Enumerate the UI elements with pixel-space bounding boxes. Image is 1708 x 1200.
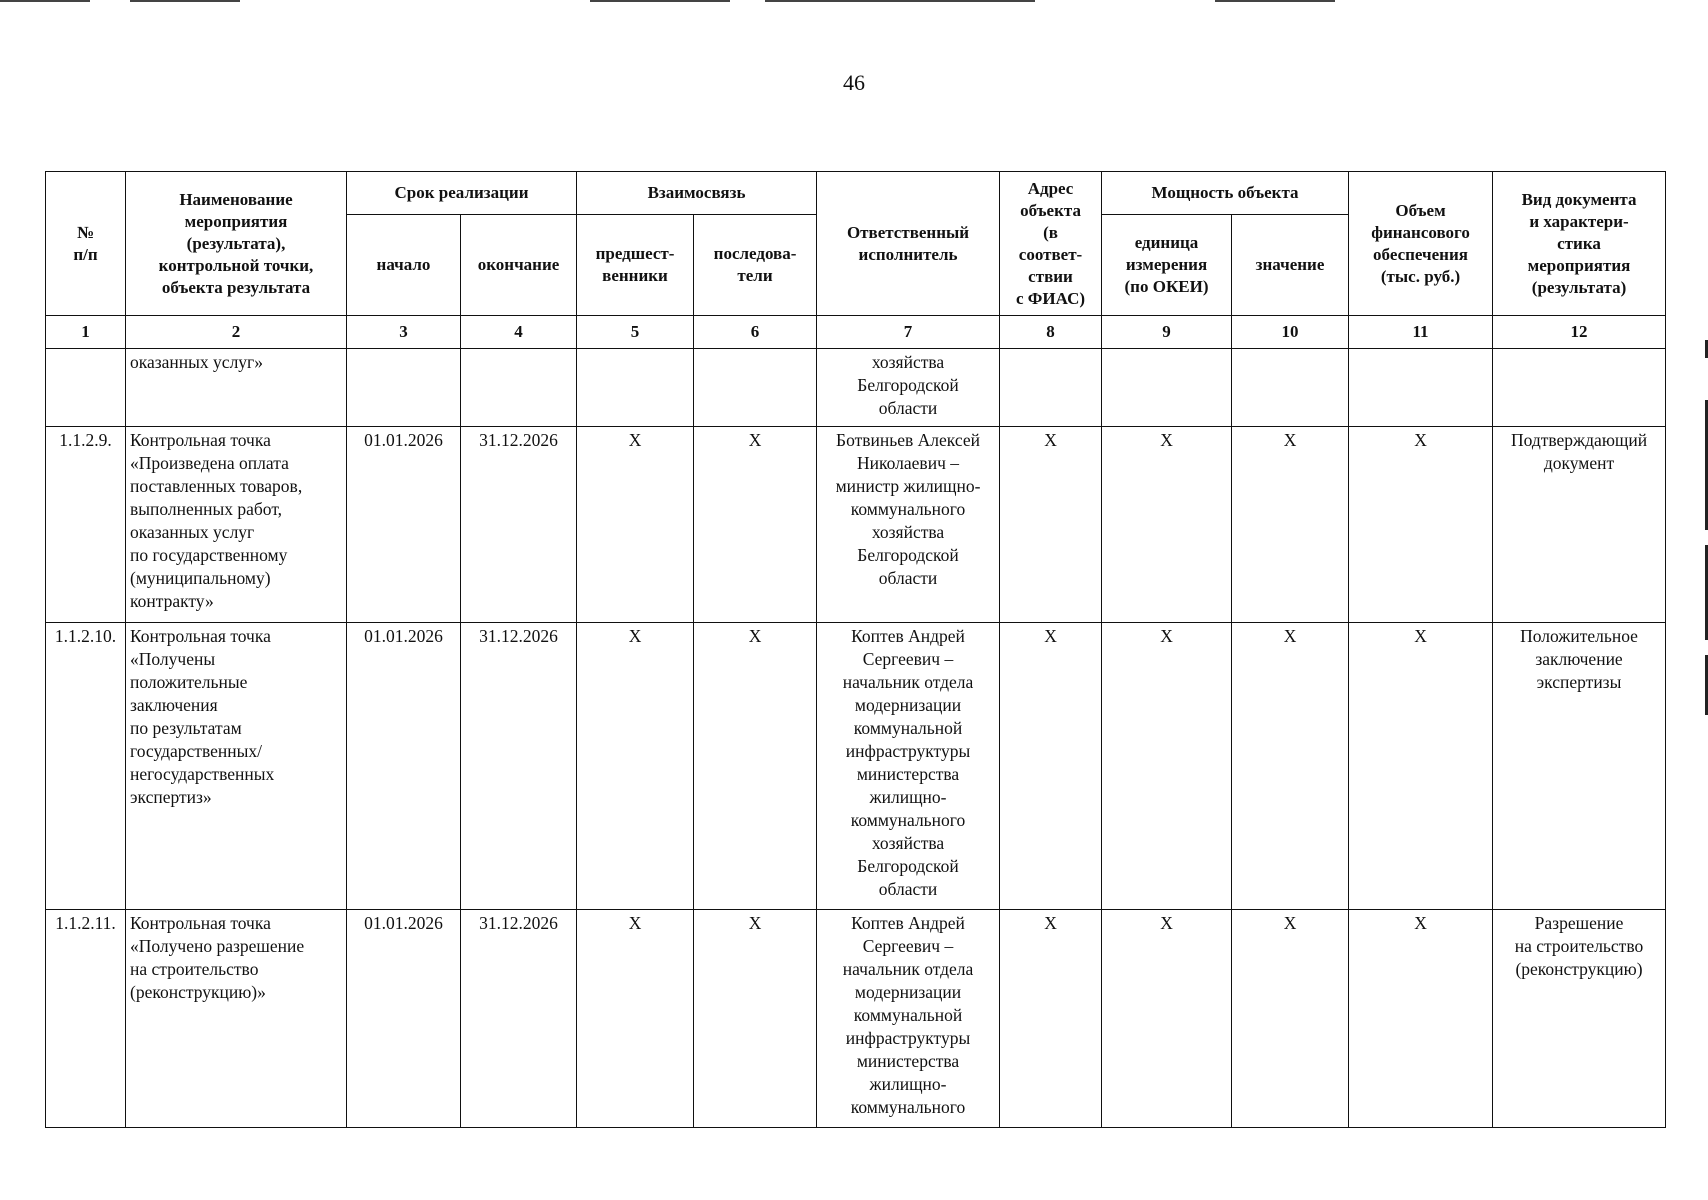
cell-successors: X <box>694 623 817 910</box>
cell-unit <box>1102 349 1232 427</box>
cell-predecessors <box>577 349 694 427</box>
cell-funding <box>1349 349 1493 427</box>
page-number: 46 <box>843 70 865 95</box>
header-document-type: Вид документа и характери- стика мероприятия (результата) <box>1493 172 1666 316</box>
cell-number: 1.1.2.9. <box>46 427 126 623</box>
scan-edge-line <box>590 0 730 2</box>
cell-value <box>1232 349 1349 427</box>
cell-responsible: Коптев Андрей Сергеевич – начальник отдела модернизации коммунальной инфраструктуры министерства жилищно- коммунального <box>817 910 1000 1128</box>
cell-responsible: хозяйства Белгородской области <box>817 349 1000 427</box>
cell-start <box>347 349 461 427</box>
cell-value: X <box>1232 623 1349 910</box>
header-start: начало <box>347 215 461 316</box>
cell-name: Контрольная точка «Получено разрешение на строительство (реконструкцию)» <box>126 910 347 1128</box>
cell-end: 31.12.2026 <box>461 910 577 1128</box>
cell-document: Разрешение на строительство (реконструкцию) <box>1493 910 1666 1128</box>
scan-edge-line <box>0 0 90 2</box>
cell-value: X <box>1232 910 1349 1128</box>
cell-unit: X <box>1102 910 1232 1128</box>
table-row <box>46 910 1666 1128</box>
cell-name: Контрольная точка «Произведена оплата поставленных товаров, выполненных работ, оказанных услуг по государственному (муниципальному) контракту» <box>126 427 347 623</box>
column-number: 1 <box>46 316 126 349</box>
header-link-group: Взаимосвязь <box>577 172 817 215</box>
cell-number: 1.1.2.10. <box>46 623 126 910</box>
scan-edge-line <box>1215 0 1335 2</box>
cell-successors: X <box>694 427 817 623</box>
header-successors: последова- тели <box>694 215 817 316</box>
table-row <box>46 623 1666 910</box>
cell-start: 01.01.2026 <box>347 427 461 623</box>
header-end: окончание <box>461 215 577 316</box>
cell-document: Подтверждающий документ <box>1493 427 1666 623</box>
cell-predecessors: X <box>577 427 694 623</box>
cell-document <box>1493 349 1666 427</box>
header-responsible: Ответственный исполнитель <box>817 172 1000 316</box>
scan-edge-line <box>765 0 1035 2</box>
header-row-number: № п/п <box>46 172 126 316</box>
column-number: 10 <box>1232 316 1349 349</box>
cell-successors: X <box>694 910 817 1128</box>
cell-responsible: Коптев Андрей Сергеевич – начальник отдела модернизации коммунальной инфраструктуры министерства жилищно- коммунального хозяйства Белгородской области <box>817 623 1000 910</box>
cell-document: Положительное заключение экспертизы <box>1493 623 1666 910</box>
cell-end: 31.12.2026 <box>461 623 577 910</box>
activity-plan-table <box>45 171 1666 1128</box>
cell-predecessors: X <box>577 910 694 1128</box>
cell-end <box>461 349 577 427</box>
cell-predecessors: X <box>577 623 694 910</box>
cell-funding: X <box>1349 427 1493 623</box>
header-value: значение <box>1232 215 1349 316</box>
cell-number: 1.1.2.11. <box>46 910 126 1128</box>
cell-name: оказанных услуг» <box>126 349 347 427</box>
cell-start: 01.01.2026 <box>347 623 461 910</box>
column-number: 4 <box>461 316 577 349</box>
header-unit: единица измерения (по ОКЕИ) <box>1102 215 1232 316</box>
column-number: 5 <box>577 316 694 349</box>
table-row <box>46 349 1666 427</box>
cell-number <box>46 349 126 427</box>
cell-unit: X <box>1102 427 1232 623</box>
header-predecessors: предшест- венники <box>577 215 694 316</box>
header-address: Адрес объекта (в соответ- ствии с ФИАС) <box>1000 172 1102 316</box>
cell-value: X <box>1232 427 1349 623</box>
header-period-group: Срок реализации <box>347 172 577 215</box>
cell-responsible: Ботвиньев Алексей Николаевич – министр жилищно- коммунального хозяйства Белгородской области <box>817 427 1000 623</box>
cell-unit: X <box>1102 623 1232 910</box>
cell-name: Контрольная точка «Получены положительные заключения по результатам государственных/ негосударственных экспертиз» <box>126 623 347 910</box>
cell-funding: X <box>1349 910 1493 1128</box>
column-number: 3 <box>347 316 461 349</box>
cell-address: X <box>1000 910 1102 1128</box>
cell-address: X <box>1000 427 1102 623</box>
cell-start: 01.01.2026 <box>347 910 461 1128</box>
cell-end: 31.12.2026 <box>461 427 577 623</box>
column-number: 9 <box>1102 316 1232 349</box>
cell-successors <box>694 349 817 427</box>
column-number: 2 <box>126 316 347 349</box>
column-number: 8 <box>1000 316 1102 349</box>
cell-funding: X <box>1349 623 1493 910</box>
column-number: 11 <box>1349 316 1493 349</box>
cell-address: X <box>1000 623 1102 910</box>
table-row <box>46 427 1666 623</box>
scan-edge-line <box>130 0 240 2</box>
column-number: 12 <box>1493 316 1666 349</box>
header-funding: Объем финансового обеспечения (тыс. руб.) <box>1349 172 1493 316</box>
column-number: 6 <box>694 316 817 349</box>
column-number: 7 <box>817 316 1000 349</box>
cell-address <box>1000 349 1102 427</box>
header-activity-name: Наименование мероприятия (результата), контрольной точки, объекта результата <box>126 172 347 316</box>
header-capacity-group: Мощность объекта <box>1102 172 1349 215</box>
